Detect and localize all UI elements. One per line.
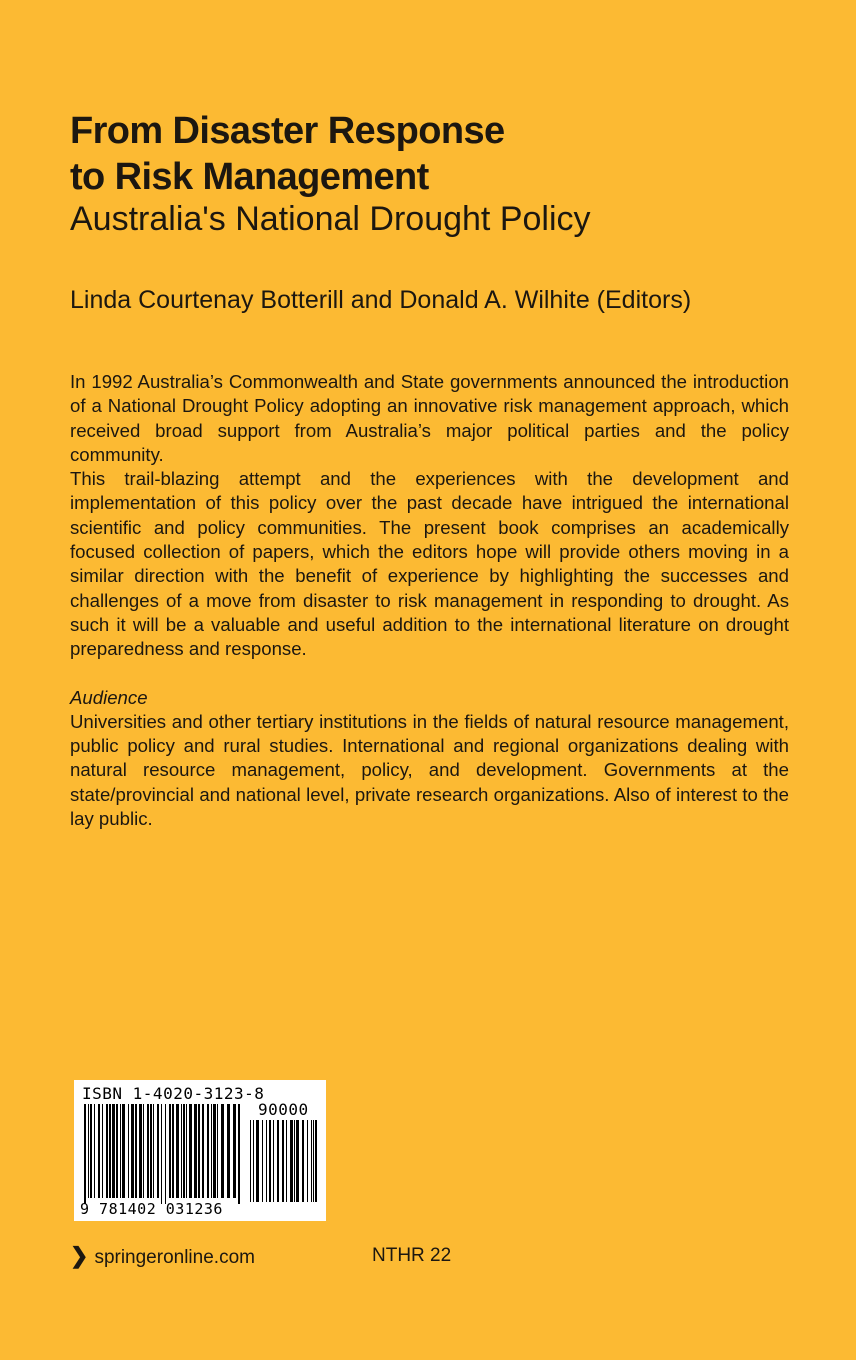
barcode-bar — [172, 1104, 174, 1198]
title-line-1: From Disaster Response — [70, 110, 505, 152]
barcode-bar — [135, 1104, 137, 1198]
title-line-2: to Risk Management — [70, 156, 429, 198]
barcode-addon-bar — [273, 1120, 274, 1202]
barcode-addon-bar — [282, 1120, 284, 1202]
series-code: NTHR 22 — [372, 1245, 452, 1266]
book-subtitle: Australia's National Drought Policy — [70, 200, 591, 238]
barcode-bar — [128, 1104, 129, 1198]
barcode-addon-bar — [302, 1120, 304, 1202]
book-title — [70, 108, 790, 200]
website-text: springeronline.com — [94, 1247, 255, 1268]
barcode-addon-bar — [311, 1120, 312, 1202]
barcode-bar — [189, 1104, 192, 1198]
barcode-bar — [106, 1104, 108, 1198]
barcode-bar — [120, 1104, 121, 1198]
barcode-bar — [112, 1104, 115, 1198]
barcode-addon-bar — [286, 1120, 287, 1202]
barcode-addon-bar — [277, 1120, 279, 1202]
barcode-bar — [183, 1104, 185, 1198]
barcode-bar — [194, 1104, 197, 1198]
barcode-addon-bar — [262, 1120, 263, 1202]
barcode-bar — [88, 1104, 89, 1198]
barcode-bar — [122, 1104, 125, 1198]
barcode-bar — [186, 1104, 187, 1198]
isbn-label: ISBN 1-4020-3123-8 — [82, 1084, 265, 1103]
barcode-bar — [102, 1104, 103, 1198]
barcode-addon-bar — [253, 1120, 254, 1202]
barcode-addon-bar — [269, 1120, 271, 1202]
audience-heading: Audience — [70, 686, 148, 708]
barcode-bar — [147, 1104, 149, 1198]
blurb — [70, 370, 789, 831]
barcode-addon-bar — [250, 1120, 251, 1202]
barcode-bar — [227, 1104, 230, 1198]
barcode-bar — [131, 1104, 134, 1198]
barcode-bar — [238, 1104, 240, 1204]
barcode-addon-bar — [290, 1120, 293, 1202]
ean-number: 9 781402 031236 — [80, 1200, 223, 1218]
chevron-right-icon: ❯ — [70, 1243, 89, 1268]
barcode-bar — [233, 1104, 236, 1198]
barcode-bar — [202, 1104, 204, 1198]
barcode-bar — [169, 1104, 171, 1198]
price-addon: 90000 — [258, 1100, 309, 1119]
barcode-addon-bar — [307, 1120, 308, 1202]
barcode-bar — [207, 1104, 209, 1198]
barcode-bar — [94, 1104, 95, 1198]
barcode-bar — [221, 1104, 224, 1198]
barcode-addon-bar — [294, 1120, 295, 1202]
barcode-addon-bar — [315, 1120, 317, 1202]
barcode-bar — [109, 1104, 111, 1198]
barcode-bar — [165, 1104, 166, 1204]
barcode-bar — [157, 1104, 159, 1198]
barcode-bar — [98, 1104, 100, 1198]
barcode-bar — [213, 1104, 216, 1198]
barcode-bar — [176, 1104, 179, 1198]
publisher-website[interactable] — [70, 1243, 255, 1271]
barcode-bar — [198, 1104, 200, 1198]
barcode-bar — [84, 1104, 86, 1204]
blurb-paragraph-2: This trail-blazing attempt and the experiences with the development and implementation of this policy over the past decade have intrigued the international scientific and policy communities. The present book comprises an academically focused collection of papers, which the editors hope will provide others moving in a similar direction with the benefit of experience by highlighting the successes and challenges of a move from disaster to risk management in responding to drought. As such it will be a valuable and useful addition to the international literature on drought preparedness and response. — [70, 468, 789, 660]
barcode-bar — [153, 1104, 154, 1198]
barcode-bar — [150, 1104, 152, 1198]
barcode-bar — [217, 1104, 218, 1198]
barcode-addon-bar — [296, 1120, 299, 1202]
barcode-bar — [116, 1104, 118, 1198]
blurb-paragraph-1: In 1992 Australia’s Commonwealth and State governments announced the introduction of a National Drought Policy adopting an innovative risk management approach, which received broad support from Australia’s major political parties and the policy community. — [70, 371, 789, 465]
barcode-addon-bar — [313, 1120, 314, 1202]
barcode-bar — [211, 1104, 212, 1198]
barcode-bar — [90, 1104, 92, 1198]
barcode-addon-bar — [256, 1120, 259, 1202]
audience-text: Universities and other tertiary institutions in the fields of natural resource management, public policy and rural studies. International and regional organizations dealing with natural resource management, policy, and development. Governments at the state/provincial and national level, private research organizations. Also of interest to the lay public. — [70, 710, 789, 830]
barcode-bar — [181, 1104, 182, 1198]
isbn-barcode — [74, 1080, 326, 1221]
barcode-addon-bar — [266, 1120, 267, 1202]
barcode-bar — [139, 1104, 142, 1198]
barcode-bar — [161, 1104, 162, 1204]
editors: Linda Courtenay Botterill and Donald A. Wilhite (Editors) — [70, 286, 692, 314]
barcode-bar — [143, 1104, 144, 1198]
